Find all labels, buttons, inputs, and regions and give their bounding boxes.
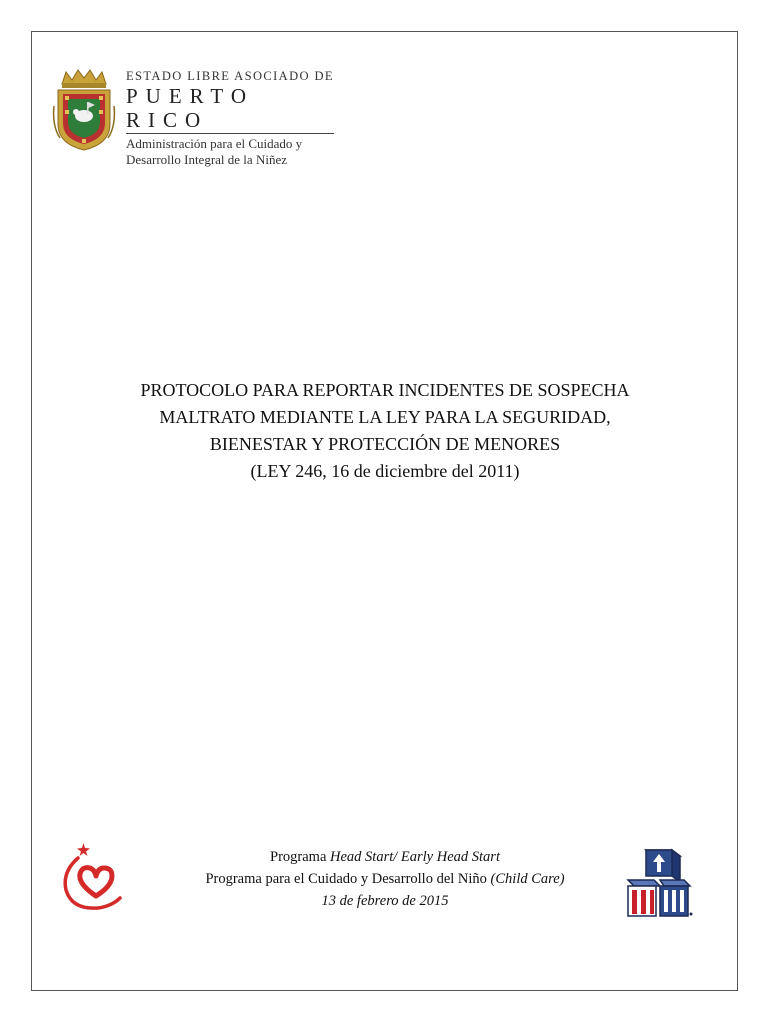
head-start-name: Head Start/ Early Head Start — [330, 849, 500, 865]
agency-text — [126, 68, 356, 168]
child-care-name: (Child Care) — [490, 871, 565, 887]
title-line-1: PROTOCOLO PARA REPORTAR INCIDENTES DE SOSPECHA — [140, 380, 630, 400]
footer-line-1 — [140, 846, 630, 868]
agency-header — [52, 66, 352, 167]
agency-name-line2: Desarrollo Integral de la Niñez — [126, 152, 287, 167]
cuidado-prefix: Programa para el Cuidado y Desarrollo del Niño — [205, 871, 491, 887]
agency-name-line1: Administración para el Cuidado y — [126, 136, 303, 151]
title-line-2: MALTRATO MEDIANTE LA LEY PARA LA SEGURIDAD, — [159, 407, 611, 427]
coat-of-arms-icon — [52, 66, 116, 152]
document-date: 13 de febrero de 2015 — [321, 893, 449, 909]
footer-programs — [140, 846, 630, 912]
footer-date — [140, 890, 630, 912]
toy-blocks-logo — [624, 848, 696, 920]
estado-line: ESTADO LIBRE ASOCIADO DE — [126, 69, 334, 83]
puerto-rico-line: PUERTO RICO — [126, 84, 334, 134]
heart-swirl-logo — [60, 840, 130, 914]
footer-line-2 — [140, 868, 630, 890]
title-line-4: (LEY 246, 16 de diciembre del 2011) — [250, 461, 520, 481]
document-title — [60, 377, 710, 485]
title-line-3: BIENESTAR Y PROTECCIÓN DE MENORES — [209, 434, 561, 454]
programa-prefix: Programa — [270, 849, 331, 865]
